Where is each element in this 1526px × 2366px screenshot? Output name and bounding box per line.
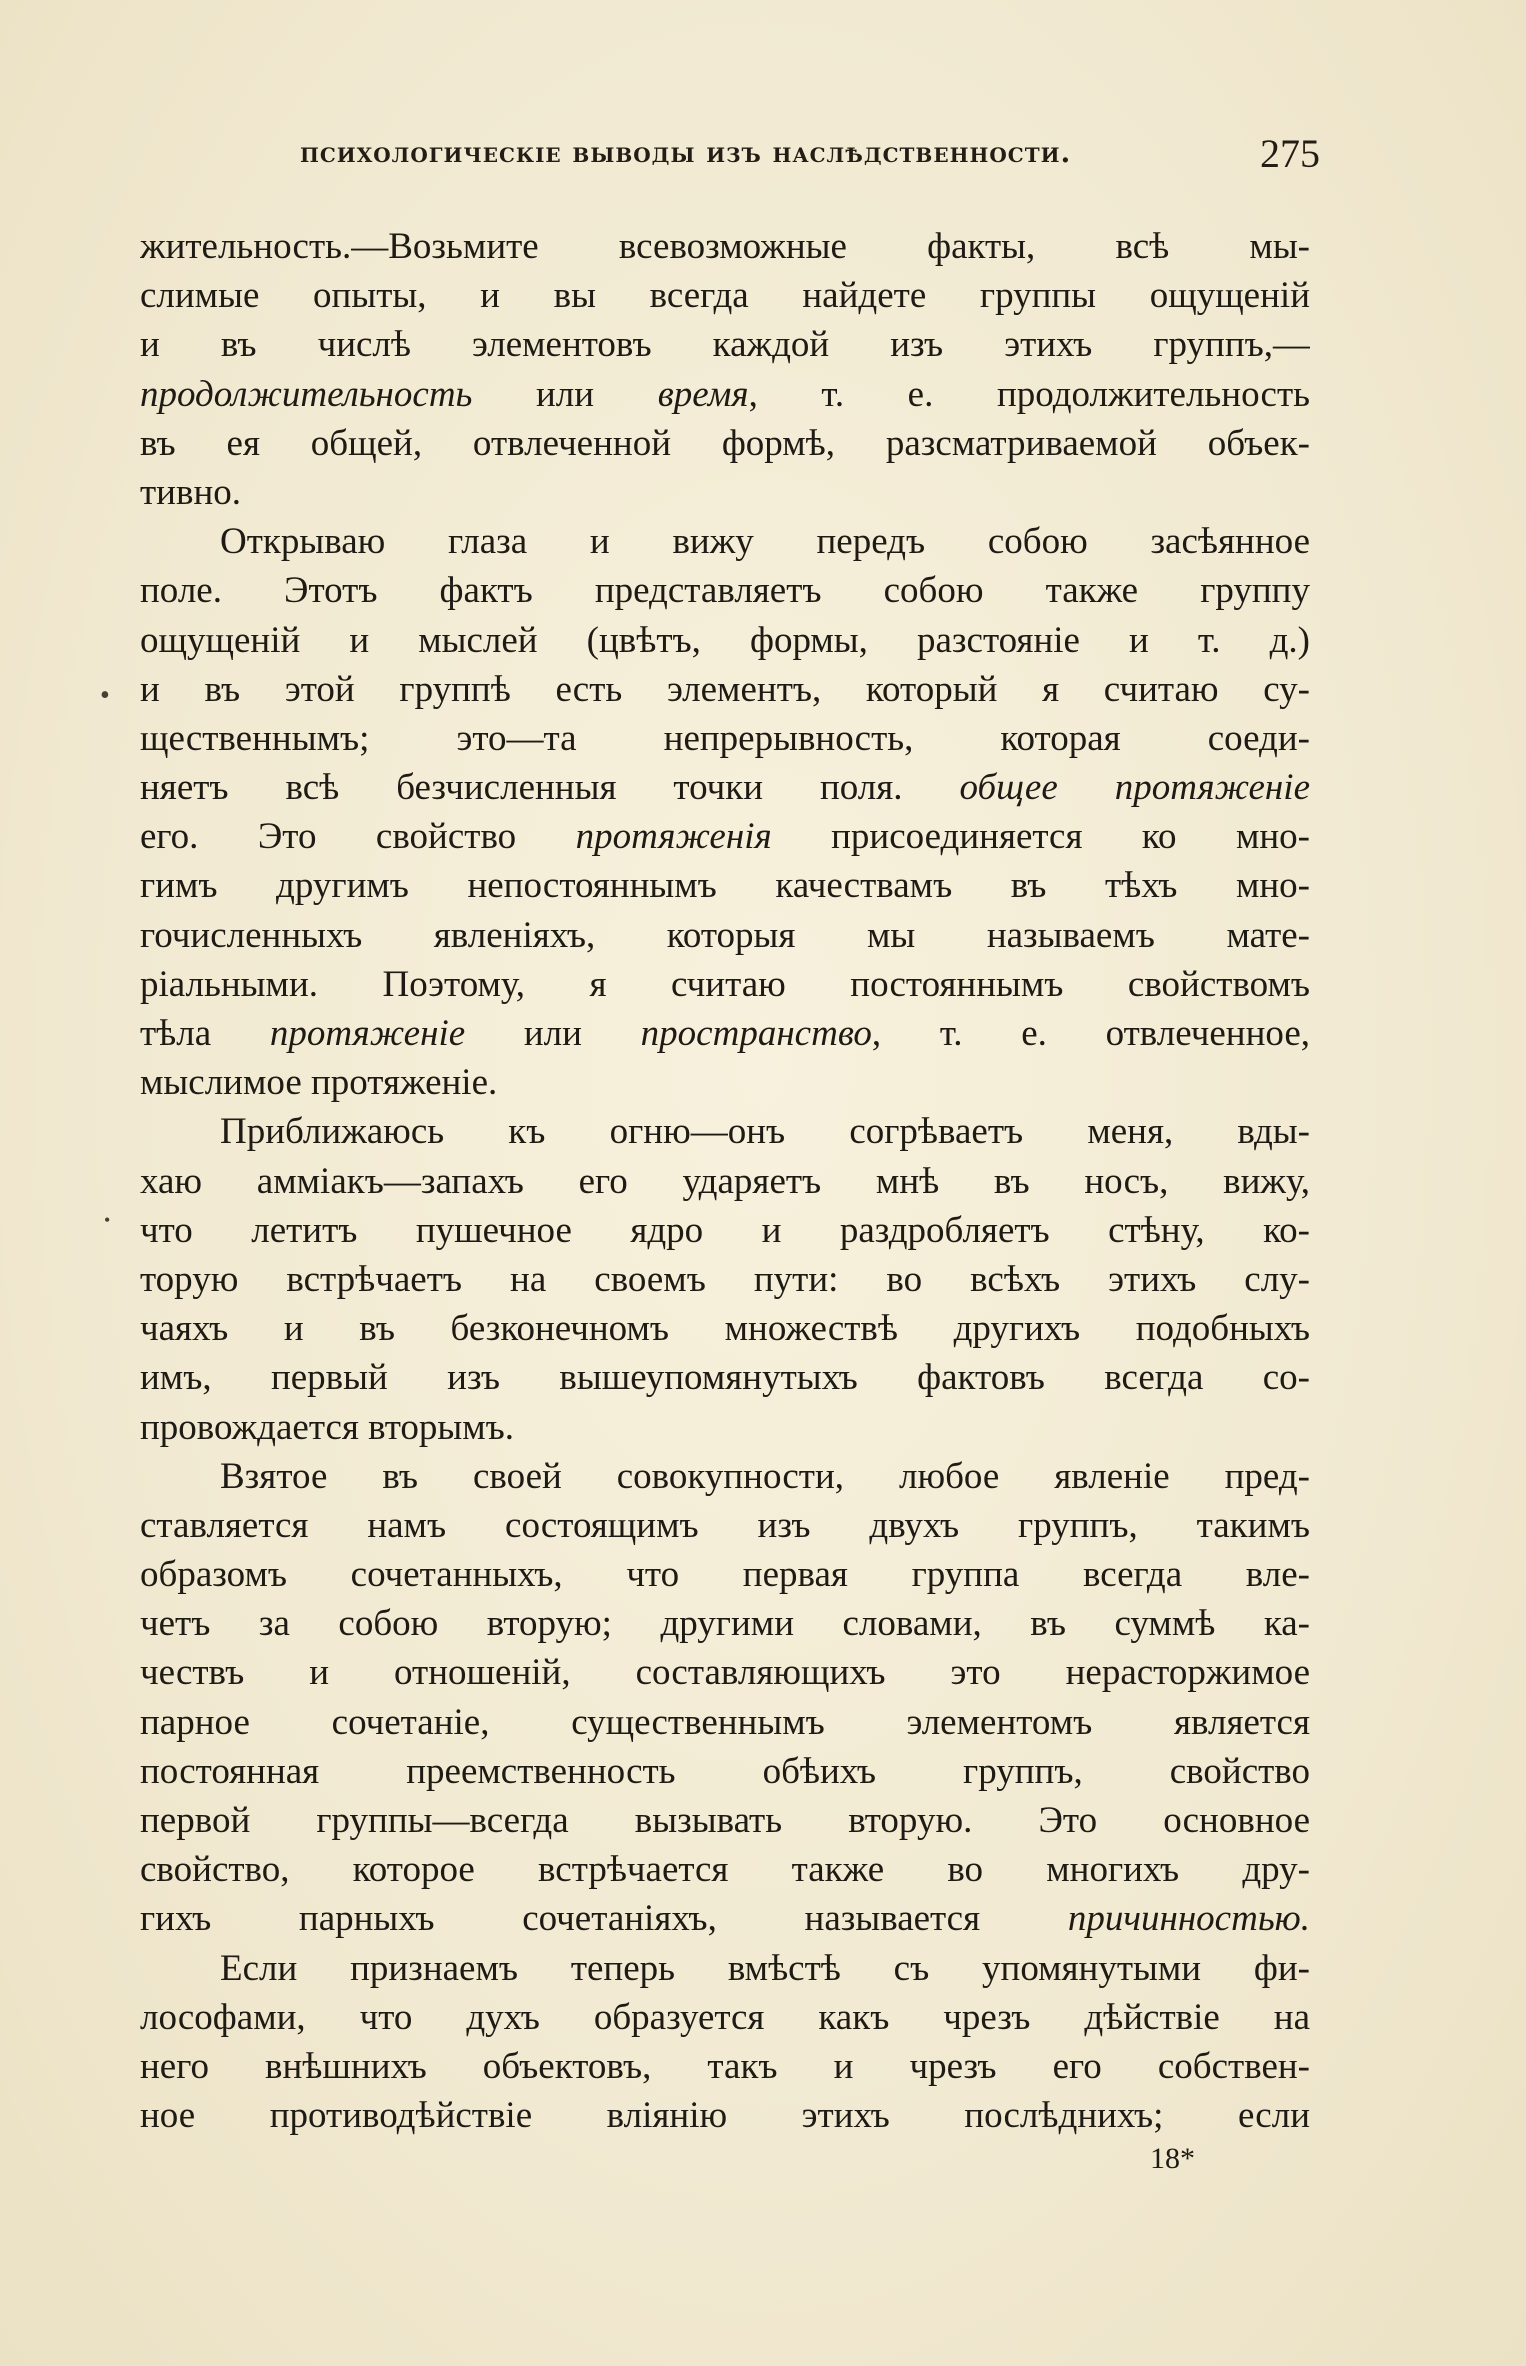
line-text: провождается вторымъ. — [140, 1406, 515, 1448]
line-text: присоединяется ко мно- — [771, 816, 1310, 858]
text-line — [140, 1353, 1310, 1402]
text-line — [140, 1944, 1310, 1993]
text-line — [140, 960, 1310, 1009]
line-text: ставляется намъ состоящимъ изъ двухъ группъ, такимъ — [140, 1504, 1310, 1546]
text-line — [140, 1698, 1310, 1747]
text-line — [140, 1206, 1310, 1255]
text-line — [140, 1107, 1310, 1156]
line-text: парное сочетаніе, существеннымъ элементомъ является — [140, 1701, 1310, 1743]
text-line — [140, 1894, 1310, 1943]
emphasized-term: общее протяженіе — [959, 767, 1310, 809]
line-text: него внѣшнихъ объектовъ, такъ и чрезъ его собствен- — [140, 2045, 1310, 2087]
text-line — [140, 861, 1310, 910]
body-text — [140, 222, 1310, 2140]
emphasized-term: протяженіе — [269, 1013, 466, 1054]
line-text: поле. Этотъ фактъ представляетъ собою также группу — [140, 570, 1310, 612]
text-line — [140, 271, 1310, 320]
line-text: образомъ сочетанныхъ, что первая группа всегда вле- — [140, 1554, 1310, 1596]
line-text: гочисленныхъ явленіяхъ, которыя мы называемъ мате- — [140, 914, 1310, 956]
line-text: лософами, что духъ образуется какъ чрезъ дѣйствіе на — [140, 1996, 1310, 2038]
text-line — [140, 665, 1310, 714]
signature-mark: 18* — [1150, 2142, 1195, 2175]
text-line — [140, 616, 1310, 665]
line-text: постоянная преемственность обѣихъ группъ, свойство — [140, 1750, 1310, 1792]
text-line — [140, 1255, 1310, 1304]
line-text: что летитъ пушечное ядро и раздробляетъ стѣну, ко- — [140, 1209, 1310, 1251]
text-line — [140, 911, 1310, 960]
text-line — [140, 2091, 1310, 2140]
line-text: ощущеній и мыслей (цвѣтъ, формы, разстояніе и т. д.) — [140, 619, 1310, 661]
line-text: или — [472, 373, 658, 415]
text-line — [140, 222, 1310, 271]
line-text: гимъ другимъ непостояннымъ качествамъ въ тѣхъ мно- — [140, 865, 1310, 907]
text-line — [140, 1157, 1310, 1206]
emphasized-term: время — [657, 373, 749, 415]
text-line — [140, 1403, 1310, 1452]
line-text: первой группы—всегда вызывать вторую. Это основное — [140, 1800, 1310, 1841]
emphasized-term: протяженія — [575, 816, 772, 858]
line-text: имъ, первый изъ вышеупомянутыхъ фактовъ всегда со- — [140, 1357, 1310, 1399]
line-text: Взятое въ своей совокупности, любое явленіе пред- — [220, 1455, 1310, 1497]
text-line — [140, 370, 1310, 419]
line-text: тивно. — [140, 471, 241, 513]
line-text: тѣла — [140, 1013, 270, 1054]
text-line — [140, 812, 1310, 861]
emphasized-term: причинностью. — [1067, 1898, 1310, 1940]
text-line — [140, 1550, 1310, 1599]
text-line — [140, 1796, 1310, 1845]
line-text: его. Это свойство — [140, 816, 576, 858]
page-header — [300, 130, 1320, 190]
text-line — [140, 1599, 1310, 1648]
line-text: и въ числѣ элементовъ каждой изъ этихъ группъ,— — [140, 324, 1310, 366]
line-text: гихъ парныхъ сочетаніяхъ, называется — [140, 1898, 1068, 1940]
text-line — [140, 1993, 1310, 2042]
text-line — [140, 517, 1310, 566]
line-text: , т. е. отвлеченное, — [871, 1013, 1310, 1054]
line-text: мыслимое протяженіе. — [140, 1062, 498, 1104]
text-line — [140, 566, 1310, 615]
line-text: въ ея общей, отвлеченной формѣ, разсматриваемой объек- — [140, 422, 1310, 464]
text-line — [140, 763, 1310, 812]
text-line — [140, 1452, 1310, 1501]
text-line — [140, 1747, 1310, 1796]
line-text: ріальными. Поэтому, я считаю постояннымъ свойствомъ — [140, 963, 1310, 1005]
line-text: жительность.—Возьмите всевозможные факты, всѣ мы- — [140, 226, 1310, 267]
line-text: торую встрѣчаетъ на своемъ пути: во всѣхъ этихъ слу- — [140, 1258, 1310, 1300]
line-text: или — [465, 1013, 641, 1054]
text-line — [140, 2042, 1310, 2091]
line-text: , т. е. продолжительность — [748, 373, 1310, 415]
text-line — [140, 714, 1310, 763]
margin-bullet-mark: • — [100, 680, 110, 711]
line-text: ное противодѣйствіе вліянію этихъ послѣднихъ; если — [140, 2095, 1310, 2137]
emphasized-term: продолжительность — [140, 373, 473, 415]
line-text: Приближаюсь къ огню—онъ согрѣваетъ меня, вды- — [220, 1111, 1310, 1153]
line-text: хаю амміакъ—запахъ его ударяетъ мнѣ въ носъ, вижу, — [140, 1160, 1310, 1202]
page-number: 275 — [1260, 131, 1320, 176]
margin-dot-mark: • — [104, 1210, 111, 1230]
text-line — [140, 1845, 1310, 1894]
text-line — [140, 419, 1310, 468]
text-line — [140, 320, 1310, 369]
text-line — [140, 1058, 1310, 1107]
line-text: четъ за собою вторую; другими словами, въ суммѣ ка- — [140, 1603, 1310, 1645]
line-text: чествъ и отношеній, составляющихъ это нерасторжимое — [140, 1652, 1310, 1694]
line-text: и въ этой группѣ есть элементъ, который я считаю су- — [140, 668, 1310, 710]
emphasized-term: пространство — [640, 1013, 872, 1054]
text-line — [140, 1648, 1310, 1697]
line-text: свойство, которое встрѣчается также во многихъ дру- — [140, 1849, 1310, 1891]
line-text: слимые опыты, и вы всегда найдете группы ощущеній — [140, 275, 1310, 317]
text-line — [140, 1501, 1310, 1550]
running-head: психологическіе выводы изъ наслѣдственности. — [300, 136, 1072, 169]
line-text: чаяхъ и въ безконечномъ множествѣ другихъ подобныхъ — [140, 1308, 1310, 1350]
line-text: Если признаемъ теперь вмѣстѣ съ упомянутыми фи- — [220, 1947, 1310, 1989]
text-line — [140, 468, 1310, 517]
line-text: Открываю глаза и вижу передъ собою засѣянное — [220, 521, 1310, 563]
line-text: щественнымъ; это—та непрерывность, которая соеди- — [140, 717, 1310, 759]
text-line — [140, 1009, 1310, 1058]
text-line — [140, 1304, 1310, 1353]
line-text: няетъ всѣ безчисленныя точки поля. — [140, 767, 960, 809]
